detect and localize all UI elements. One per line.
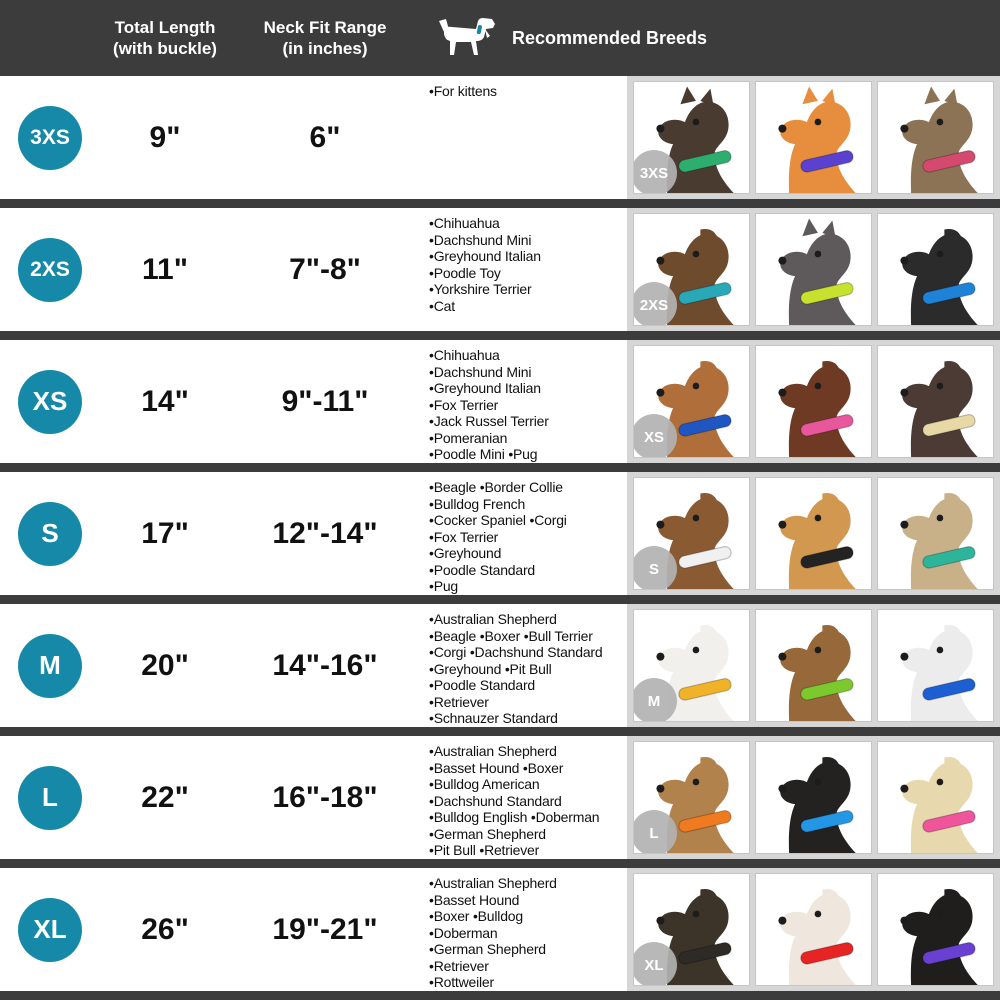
photo-yellow-labrador (877, 741, 994, 854)
breed-list (420, 208, 627, 331)
photo-strip (627, 76, 1000, 199)
size-row (0, 736, 1000, 859)
breed-line: •Australian Shepherd (429, 875, 557, 891)
photo-yorkshire-terrier (633, 213, 750, 326)
breed-line: •Corgi •Dachshund Standard (429, 644, 603, 660)
photo-size-badge: M (633, 678, 677, 722)
row-separator (0, 991, 1000, 1000)
size-badge: 2XS (18, 238, 82, 302)
breed-line: •Boxer •Bulldog (429, 908, 523, 924)
neck-fit-value: 7"-8" (289, 252, 361, 286)
size-badge: M (18, 634, 82, 698)
photo-strip (627, 868, 1000, 991)
photo-dark-brown-kitten (633, 81, 750, 194)
row-separator (0, 331, 1000, 340)
size-badge: XS (18, 370, 82, 434)
total-length-header-line2: (with buckle) (113, 39, 217, 58)
breed-line: •For kittens (429, 83, 497, 99)
total-length-value: 20" (141, 648, 189, 682)
photo-doberman (755, 741, 872, 854)
photo-dachshund (877, 345, 994, 458)
row-separator (0, 463, 1000, 472)
photo-brown-pinscher (755, 345, 872, 458)
breed-line: •Bulldog French (429, 495, 526, 512)
size-row (0, 868, 1000, 991)
breed-line: •Jack Russel Terrier (429, 413, 549, 429)
breed-line: •Yorkshire Terrier (429, 281, 532, 297)
breed-line: •Poodle Toy (429, 264, 501, 281)
photo-size-badge: L (633, 810, 677, 854)
photo-strip (627, 736, 1000, 859)
total-length-value: 11" (142, 252, 188, 286)
photo-strip (627, 604, 1000, 727)
photo-corgi (755, 477, 872, 590)
total-length-header (100, 17, 230, 60)
size-badge: L (18, 766, 82, 830)
breed-line: •Bulldog American (429, 776, 540, 792)
recommended-breeds-header (420, 15, 707, 61)
breed-list (420, 736, 627, 859)
total-length-value: 17" (141, 516, 189, 550)
neck-fit-value: 16"-18" (272, 780, 378, 814)
breed-line: •Schnauzer Standard (429, 710, 558, 726)
neck-fit-value: 19"-21" (272, 912, 378, 946)
photo-brown-tabby-kitten (877, 81, 994, 194)
photo-size-badge: XS (633, 414, 677, 458)
photo-strip (627, 472, 1000, 595)
breed-line: •German Shepherd (429, 825, 546, 842)
photo-orange-tabby-kitten (755, 81, 872, 194)
total-length-value: 26" (141, 912, 189, 946)
breed-line: •Chihuahua (429, 347, 500, 363)
photo-size-badge: S (633, 546, 677, 590)
size-row (0, 472, 1000, 595)
size-rows (0, 76, 1000, 1000)
breed-line: •Pug (429, 578, 459, 594)
row-separator (0, 727, 1000, 736)
size-badge-cell (0, 208, 100, 331)
photo-dalmatian (877, 609, 994, 722)
breed-line: •Beagle •Boxer •Bull Terrier (429, 627, 593, 644)
row-separator (0, 595, 1000, 604)
row-separator (0, 199, 1000, 208)
breed-line: •Basset Hound •Boxer (429, 759, 564, 776)
photo-size-badge: 3XS (633, 150, 677, 194)
breed-list (420, 472, 627, 595)
breed-line: •Bulldog English •Doberman (429, 809, 600, 825)
neck-fit-value: 6" (309, 120, 341, 154)
neck-fit-header (230, 17, 420, 60)
photo-boxer (755, 609, 872, 722)
breed-line: •German Shepherd (429, 941, 546, 957)
breed-line: •Poodle Mini •Pug (429, 446, 538, 462)
photo-american-bulldog (755, 873, 872, 986)
photo-gray-scottish-fold-cat (755, 213, 872, 326)
size-row (0, 340, 1000, 463)
neck-fit-value: 12"-14" (272, 516, 378, 550)
breed-line: •Chihuahua (429, 215, 500, 231)
breed-list (420, 604, 627, 727)
photo-rottweiler (877, 873, 994, 986)
breed-line: •Greyhound (429, 545, 502, 561)
size-row (0, 208, 1000, 331)
breed-line: •Retriever (429, 957, 489, 974)
size-badge: XL (18, 898, 82, 962)
neck-fit-value: 14"-16" (272, 648, 378, 682)
breed-line: •Australian Shepherd (429, 743, 557, 759)
breed-line: •Greyhound •Pit Bull (429, 660, 552, 677)
breed-line: •Greyhound Italian (429, 380, 541, 396)
chart-header (0, 0, 1000, 76)
size-row (0, 604, 1000, 727)
neck-fit-value: 9"-11" (281, 384, 369, 418)
size-badge-cell (0, 736, 100, 859)
photo-boston-terrier (877, 213, 994, 326)
breed-list (420, 868, 627, 991)
photo-size-badge: 2XS (633, 282, 677, 326)
breed-line: •Doberman (429, 924, 498, 941)
neck-fit-header-line2: (in inches) (282, 39, 368, 58)
breed-line: •Fox Terrier (429, 396, 499, 413)
breed-line: •Cat (429, 297, 455, 314)
breed-list (420, 76, 627, 199)
breed-line: •Poodle Standard (429, 561, 536, 578)
breed-line: •Dachshund Mini (429, 231, 532, 248)
breed-line: •Greyhound Italian (429, 248, 541, 264)
photo-strip (627, 340, 1000, 463)
breed-line: •Rottweiler (429, 974, 494, 990)
breed-line: •Pomeranian (429, 429, 508, 446)
breed-list (420, 340, 627, 463)
photo-size-badge: XL (633, 942, 677, 986)
photo-german-shepherd (633, 873, 750, 986)
photo-pit-bull (633, 741, 750, 854)
size-badge-cell (0, 340, 100, 463)
breed-line: •Dachshund Standard (429, 792, 562, 809)
breed-line: •Beagle •Border Collie (429, 479, 563, 495)
photo-beagle (633, 477, 750, 590)
size-badge-cell (0, 868, 100, 991)
total-length-header-line1: Total Length (114, 17, 216, 37)
recommended-breeds-label: Recommended Breeds (512, 27, 708, 48)
breed-line: •Retriever (429, 693, 489, 710)
size-badge: S (18, 502, 82, 566)
row-separator (0, 859, 1000, 868)
breed-line: •Fox Terrier (429, 528, 499, 545)
neck-fit-header-line1: Neck Fit Range (263, 17, 387, 37)
photo-jack-russell-terrier (633, 345, 750, 458)
breed-line: •Cocker Spaniel •Corgi (429, 512, 567, 528)
size-row (0, 76, 1000, 199)
breed-line: •Pit Bull •Retriever (429, 842, 540, 858)
size-badge-cell (0, 604, 100, 727)
photo-strip (627, 208, 1000, 331)
photo-bull-terrier (633, 609, 750, 722)
total-length-value: 22" (141, 780, 189, 814)
size-badge-cell (0, 76, 100, 199)
photo-pug (877, 477, 994, 590)
breed-line: •Australian Shepherd (429, 611, 557, 627)
size-badge-cell (0, 472, 100, 595)
size-badge: 3XS (18, 106, 82, 170)
breed-line: •Basset Hound (429, 891, 520, 908)
breed-line: •Dachshund Mini (429, 363, 532, 380)
total-length-value: 9" (149, 120, 181, 154)
total-length-value: 14" (141, 384, 189, 418)
breed-line: •Poodle Standard (429, 677, 536, 693)
dog-icon (436, 15, 498, 61)
